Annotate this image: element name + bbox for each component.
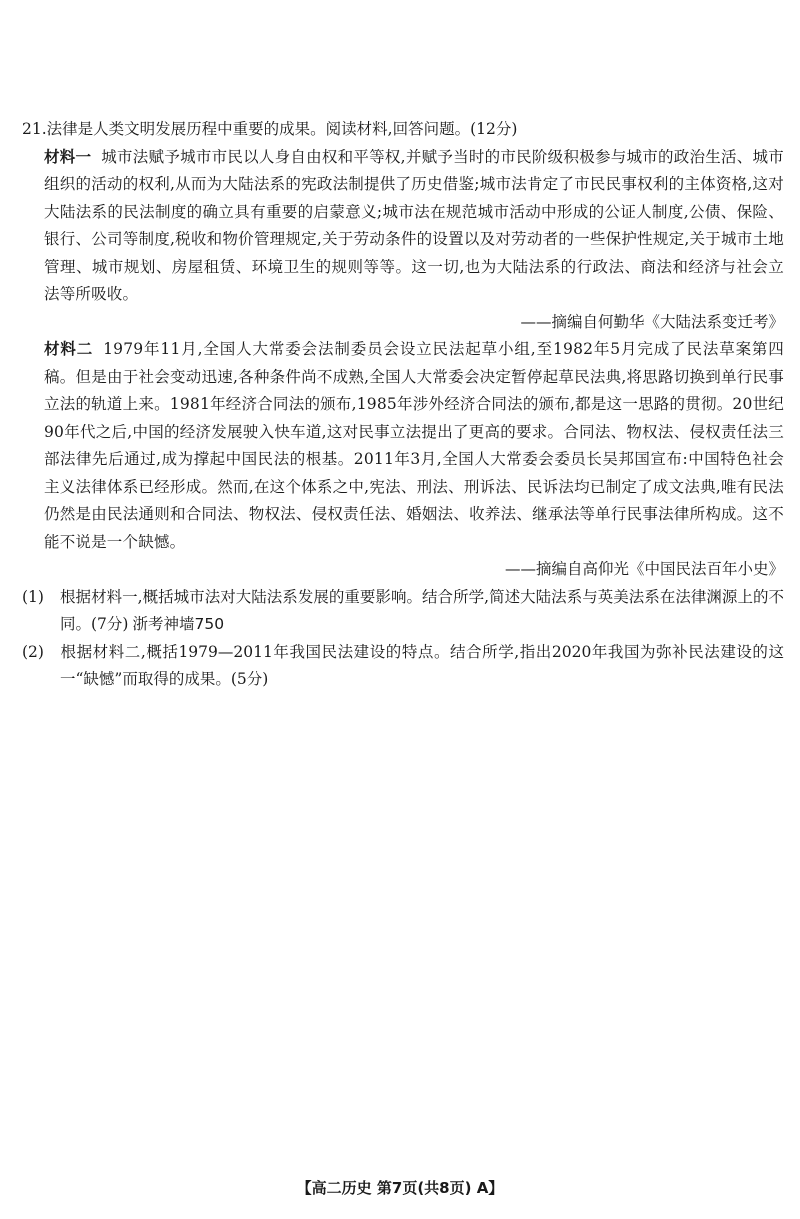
material-two-text: 1979年11月,全国人大常委会法制委员会设立民法起草小组,至1982年5月完成了民法草案第四稿。但是由于社会变动迅速,各种条件尚不成熟,全国人大常委会决定暂停起草民法典,将思路切换到单行民事立法的轨道上来。1981年经济合同法的颁布,1985年涉外经济合同法的颁布,都是这一思路的贯彻。20世纪90年代之后,中国的经济发展驶入快车道,这对民事立法提出了更高的要求。合同法、物权法、侵权责任法三部法律先后通过,成为撑起中国民法的根基。2011年3月,全国人大常委会委员长吴邦国宣布:中国特色社会主义法律体系已经形成。然而,在这个体系之中,宪法、刑法、刑诉法、民诉法均已制定了成文法典,唯有民法仍然是由民法通则和合同法、物权法、侵权责任法、婚姻法、收养法、继承法等单行民事法律所构成。这不能不说是一个缺憾。 [44, 340, 785, 551]
page-footer: 【高二历史 第7页(共8页) A】 [296, 1179, 504, 1197]
question-title: 21.法律是人类文明发展历程中重要的成果。阅读材料,回答问题。(12分) [22, 120, 518, 138]
question-block [22, 116, 784, 694]
subquestion-1 [22, 584, 784, 639]
material-two [22, 336, 784, 556]
subquestion-2-number: (2) [22, 642, 44, 661]
material-two-label: 材料二 [44, 340, 94, 358]
subquestion-2-text: 根据材料二,概括1979—2011年我国民法建设的特点。结合所学,指出2020年我国为弥补民法建设的这一“缺憾”而取得的成果。(5分) [60, 642, 784, 688]
material-two-source: ——摘编自高仰光《中国民法百年小史》 [504, 560, 784, 578]
material-one [22, 144, 784, 309]
watermark-text: 浙考神墙750 [132, 615, 225, 633]
material-one-text: 城市法赋予城市市民以人身自由权和平等权,并赋予当时的市民阶级积极参与城市的政治生活、城市组织的活动的权利,从而为大陆法系的宪政法制提供了历史借鉴;城市法肯定了市民民事权利的主体资格,这对大陆法系的民法制度的确立具有重要的启蒙意义;城市法在规范城市活动中形成的公证人制度,公债、保险、银行、公司等制度,税收和物价管理规定,关于劳动条件的设置以及对劳动者的一些保护性规定,关于城市土地管理、城市规划、房屋租赁、环境卫生的规则等等。这一切,也为大陆法系的行政法、商法和经济与社会立法等所吸收。 [44, 147, 784, 303]
material-one-label: 材料一 [44, 147, 92, 166]
subquestion-1-text: 根据材料一,概括城市法对大陆法系发展的重要影响。结合所学,简述大陆法系与英美法系在法律渊源上的不同。(7分) [60, 587, 784, 633]
subquestion-2 [22, 639, 784, 694]
subquestion-1-number: (1) [22, 587, 44, 606]
material-one-source: ——摘编自何勤华《大陆法系变迁考》 [520, 312, 784, 331]
